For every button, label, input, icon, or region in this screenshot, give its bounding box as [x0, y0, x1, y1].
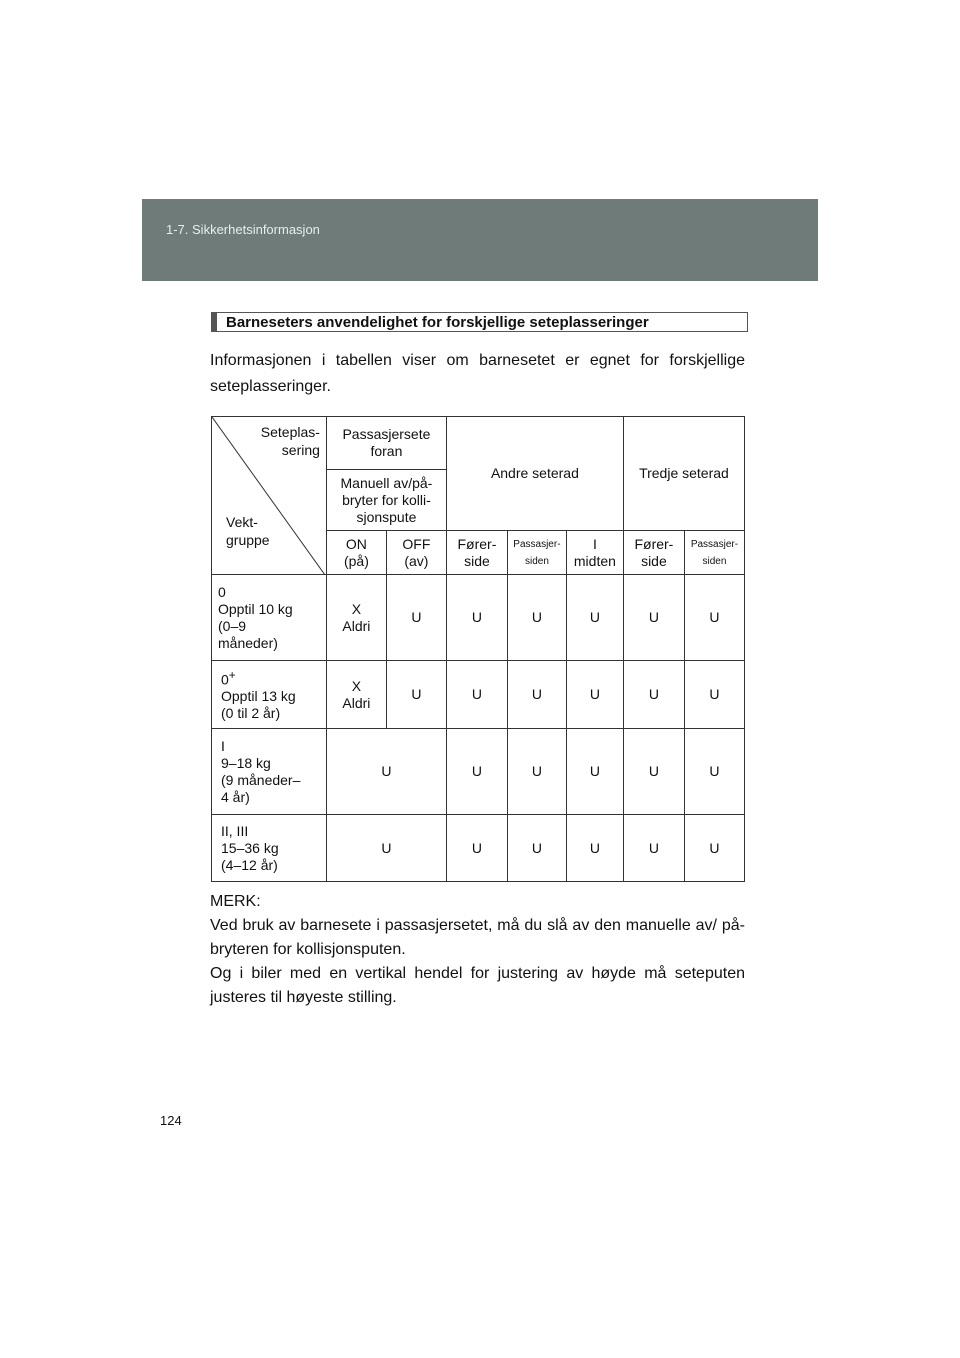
table-row	[212, 661, 745, 729]
front-merged-cell: U	[326, 729, 446, 815]
note-block	[210, 890, 745, 1010]
value-cell: U	[566, 575, 623, 661]
value-cell: U	[386, 661, 446, 729]
subheader-passenger-side-3: Passasjer- siden	[684, 531, 744, 575]
note-label: MERK:	[210, 893, 261, 910]
table-row	[212, 815, 745, 882]
intro-text: Informasjonen i tabellen viser om barnesetet er egnet for forskjellige seteplasseringer.	[210, 352, 745, 395]
value-cell: U	[446, 661, 507, 729]
subheader-on: ON (på)	[326, 531, 386, 575]
value-cell: U	[623, 729, 684, 815]
header-manual-switch: Manuell av/på- bryter for kolli- sjonspute	[326, 470, 446, 531]
value-cell: U	[566, 729, 623, 815]
note-paragraph-2: Og i biler med en vertikal hendel for justering av høyde må seteputen justeres til høyeste stilling.	[210, 965, 745, 1006]
section-label: 1-7. Sikkerhetsinformasjon	[166, 222, 320, 237]
header-front-passenger: Passasjersete foran	[326, 417, 446, 470]
subheader-off: OFF (av)	[386, 531, 446, 575]
value-cell: U	[507, 815, 566, 882]
table-corner-cell	[212, 417, 327, 575]
value-cell: U	[386, 575, 446, 661]
value-cell: U	[446, 729, 507, 815]
header-second-row: Andre seterad	[446, 417, 623, 531]
header-third-row: Tredje seterad	[623, 417, 744, 531]
value-cell: U	[623, 815, 684, 882]
value-cell: U	[684, 729, 744, 815]
front-merged-cell: U	[326, 815, 446, 882]
value-cell: U	[507, 661, 566, 729]
weight-group-cell: II, III 15–36 kg (4–12 år)	[212, 815, 327, 882]
front-on-cell: X Aldri	[326, 575, 386, 661]
value-cell: U	[507, 575, 566, 661]
value-cell: U	[623, 575, 684, 661]
weight-group-cell: 0+ Opptil 13 kg (0 til 2 år)	[212, 661, 327, 729]
header-band	[142, 199, 818, 281]
weight-group-cell: 0 Opptil 10 kg (0–9 måneder)	[212, 575, 327, 661]
table-row	[212, 575, 745, 661]
subheader-middle-2: I midten	[566, 531, 623, 575]
value-cell: U	[446, 815, 507, 882]
table-row	[212, 729, 745, 815]
value-cell: U	[684, 815, 744, 882]
section-title: Barneseters anvendelighet for forskjellige seteplasseringer	[226, 314, 649, 331]
value-cell: U	[684, 661, 744, 729]
note-paragraph-1: Ved bruk av barnesete i passasjersetet, må du slå av den manuelle av/ på-bryteren for kollisjonsputen.	[210, 917, 745, 958]
page-number: 124	[160, 1113, 182, 1128]
seat-suitability-table	[211, 416, 745, 882]
front-on-cell: X Aldri	[326, 661, 386, 729]
corner-seat-position-label: Seteplas- sering	[260, 424, 320, 458]
value-cell: U	[566, 661, 623, 729]
value-cell: U	[566, 815, 623, 882]
value-cell: U	[507, 729, 566, 815]
value-cell: U	[623, 661, 684, 729]
subheader-driver-side-3: Fører- side	[623, 531, 684, 575]
value-cell: U	[684, 575, 744, 661]
subheader-driver-side-2: Fører- side	[446, 531, 507, 575]
section-title-box	[211, 312, 748, 332]
subheader-passenger-side-2: Passasjer- siden	[507, 531, 566, 575]
title-accent-bar	[212, 313, 217, 331]
value-cell: U	[446, 575, 507, 661]
corner-weight-group-label: Vekt- gruppe	[226, 514, 270, 548]
weight-group-cell: I 9–18 kg (9 måneder– 4 år)	[212, 729, 327, 815]
